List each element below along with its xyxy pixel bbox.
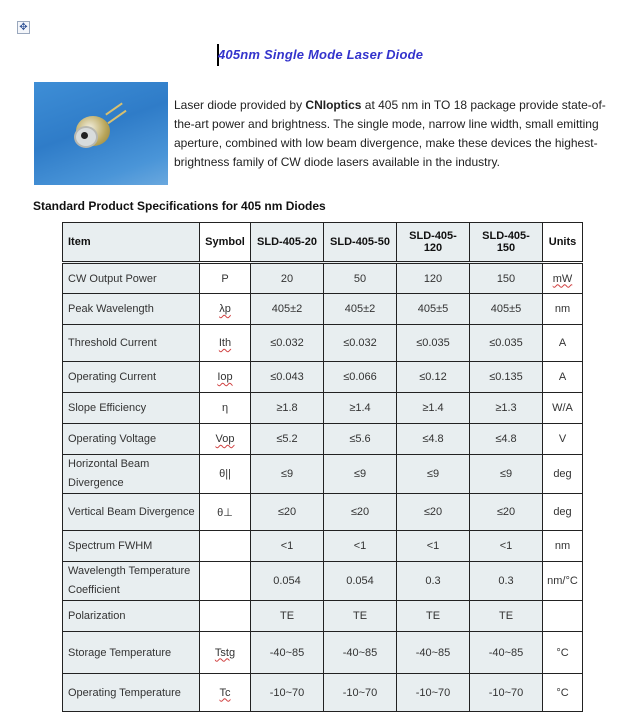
cell-unit: nm bbox=[543, 294, 583, 325]
cell-value: 405±5 bbox=[397, 294, 470, 325]
table-row bbox=[63, 494, 583, 531]
cell-value: <1 bbox=[470, 531, 543, 562]
cell-value: 0.054 bbox=[324, 562, 397, 601]
cell-item: Storage Temperature bbox=[63, 632, 200, 674]
cell-value: ≤5.2 bbox=[251, 424, 324, 455]
cell-unit: deg bbox=[543, 494, 583, 531]
page-title: 405nm Single Mode Laser Diode bbox=[218, 47, 424, 62]
cell-value: ≤0.035 bbox=[397, 325, 470, 362]
cell-symbol: P bbox=[200, 263, 251, 294]
table-row bbox=[63, 294, 583, 325]
cell-value: ≥1.3 bbox=[470, 393, 543, 424]
cell-value: ≤9 bbox=[397, 455, 470, 494]
cell-symbol bbox=[200, 562, 251, 601]
cell-value: ≤20 bbox=[470, 494, 543, 531]
cell-value: <1 bbox=[397, 531, 470, 562]
cell-value: ≤0.12 bbox=[397, 362, 470, 393]
cell-value: ≤0.135 bbox=[470, 362, 543, 393]
cell-value: ≤9 bbox=[324, 455, 397, 494]
cell-value: ≤9 bbox=[251, 455, 324, 494]
cell-value: TE bbox=[470, 601, 543, 632]
cell-symbol bbox=[200, 362, 251, 393]
cell-symbol bbox=[200, 601, 251, 632]
table-header-row bbox=[63, 223, 583, 263]
header-model: SLD-405-50 bbox=[324, 223, 397, 263]
header-item: Item bbox=[63, 223, 200, 263]
symbol-text: Tc bbox=[219, 686, 231, 699]
cell-unit: nm/°C bbox=[543, 562, 583, 601]
header-symbol: Symbol bbox=[200, 223, 251, 263]
cell-value: -40~85 bbox=[397, 632, 470, 674]
cell-item: Operating Temperature bbox=[63, 674, 200, 712]
cell-symbol: θ|| bbox=[200, 455, 251, 494]
table-row bbox=[63, 263, 583, 294]
cell-value: ≤4.8 bbox=[397, 424, 470, 455]
cell-value: ≤0.066 bbox=[324, 362, 397, 393]
cell-value: ≤4.8 bbox=[470, 424, 543, 455]
cell-value: 0.3 bbox=[470, 562, 543, 601]
cell-value: TE bbox=[251, 601, 324, 632]
cell-unit bbox=[543, 601, 583, 632]
symbol-text: Ith bbox=[218, 337, 232, 349]
cell-value: ≤20 bbox=[397, 494, 470, 531]
cell-value: -10~70 bbox=[251, 674, 324, 712]
symbol-text: λp bbox=[219, 303, 231, 315]
cell-symbol bbox=[200, 674, 251, 712]
header-model: SLD-405-120 bbox=[397, 223, 470, 263]
cell-item: Spectrum FWHM bbox=[63, 531, 200, 562]
diode-aperture bbox=[81, 132, 88, 139]
table-row bbox=[63, 674, 583, 712]
cell-item: Wavelength Temperature Coefficient bbox=[63, 562, 200, 601]
cell-value: 120 bbox=[397, 263, 470, 294]
section-title: Standard Product Specifications for 405 nm Diodes bbox=[33, 199, 326, 213]
cell-value: 405±5 bbox=[470, 294, 543, 325]
cell-symbol bbox=[200, 531, 251, 562]
table-row bbox=[63, 455, 583, 494]
cell-item: Threshold Current bbox=[63, 325, 200, 362]
cell-symbol bbox=[200, 424, 251, 455]
cell-unit: V bbox=[543, 424, 583, 455]
table-row bbox=[63, 362, 583, 393]
cell-symbol: η bbox=[200, 393, 251, 424]
header-model: SLD-405-20 bbox=[251, 223, 324, 263]
cell-item: Vertical Beam Divergence bbox=[63, 494, 200, 531]
cell-value: ≤0.032 bbox=[324, 325, 397, 362]
cell-value: 50 bbox=[324, 263, 397, 294]
table-row bbox=[63, 601, 583, 632]
cell-value: ≥1.4 bbox=[324, 393, 397, 424]
cell-value: <1 bbox=[251, 531, 324, 562]
cell-item: Horizontal Beam Divergence bbox=[63, 455, 200, 494]
cell-value: 20 bbox=[251, 263, 324, 294]
cell-value: 0.3 bbox=[397, 562, 470, 601]
symbol-text: Vop bbox=[215, 433, 235, 445]
cell-value: 405±2 bbox=[251, 294, 324, 325]
cell-item: Peak Wavelength bbox=[63, 294, 200, 325]
cell-value: -40~85 bbox=[251, 632, 324, 674]
table-row bbox=[63, 632, 583, 674]
cell-unit: W/A bbox=[543, 393, 583, 424]
cell-value: ≤0.043 bbox=[251, 362, 324, 393]
cell-unit: °C bbox=[543, 632, 583, 674]
cell-value: TE bbox=[324, 601, 397, 632]
cell-symbol bbox=[200, 325, 251, 362]
cell-value: ≤0.032 bbox=[251, 325, 324, 362]
spec-table bbox=[62, 222, 583, 712]
table-row bbox=[63, 393, 583, 424]
header-model: SLD-405-150 bbox=[470, 223, 543, 263]
symbol-text: Tstg bbox=[214, 646, 236, 659]
intro-paragraph bbox=[174, 96, 614, 172]
table-move-handle-icon[interactable]: ✥ bbox=[17, 21, 30, 34]
cell-symbol bbox=[200, 632, 251, 674]
table-row bbox=[63, 531, 583, 562]
cell-value: -40~85 bbox=[470, 632, 543, 674]
cell-value: -10~70 bbox=[397, 674, 470, 712]
cell-item: Slope Efficiency bbox=[63, 393, 200, 424]
cell-unit: nm bbox=[543, 531, 583, 562]
cell-unit: A bbox=[543, 325, 583, 362]
cell-value: -10~70 bbox=[324, 674, 397, 712]
cell-value: ≤5.6 bbox=[324, 424, 397, 455]
symbol-text: Iop bbox=[217, 371, 233, 383]
unit-text: mW bbox=[552, 272, 573, 285]
cell-value: -40~85 bbox=[324, 632, 397, 674]
cell-symbol: θ⊥ bbox=[200, 494, 251, 531]
cell-value: TE bbox=[397, 601, 470, 632]
cell-item: Operating Voltage bbox=[63, 424, 200, 455]
cell-value: 405±2 bbox=[324, 294, 397, 325]
cell-value: ≤9 bbox=[470, 455, 543, 494]
cell-value: ≤20 bbox=[251, 494, 324, 531]
cell-item: Polarization bbox=[63, 601, 200, 632]
cell-unit bbox=[543, 263, 583, 294]
cell-value: ≤0.035 bbox=[470, 325, 543, 362]
intro-prefix: Laser diode provided by bbox=[174, 98, 306, 112]
cell-item: Operating Current bbox=[63, 362, 200, 393]
cell-value: ≥1.8 bbox=[251, 393, 324, 424]
cell-value: 0.054 bbox=[251, 562, 324, 601]
cell-value: <1 bbox=[324, 531, 397, 562]
cell-item: CW Output Power bbox=[63, 263, 200, 294]
cell-symbol bbox=[200, 294, 251, 325]
laser-diode-photo bbox=[34, 82, 168, 185]
cell-value: ≤20 bbox=[324, 494, 397, 531]
table-row bbox=[63, 562, 583, 601]
cell-value: ≥1.4 bbox=[397, 393, 470, 424]
cell-value: -10~70 bbox=[470, 674, 543, 712]
intro-suffix: at 405 nm in TO 18 package provide state-of-the-art power and brightness. The single mode, narrow line width, small emitting aperture, combined with low beam divergence, make these devices the highest-brightness family of CW diode lasers available in the industry. bbox=[174, 98, 606, 169]
cell-unit: °C bbox=[543, 674, 583, 712]
cell-value: 150 bbox=[470, 263, 543, 294]
cell-unit: A bbox=[543, 362, 583, 393]
header-units: Units bbox=[543, 223, 583, 263]
brand-name: CNIoptics bbox=[305, 98, 362, 112]
cell-unit: deg bbox=[543, 455, 583, 494]
table-row bbox=[63, 424, 583, 455]
table-row bbox=[63, 325, 583, 362]
